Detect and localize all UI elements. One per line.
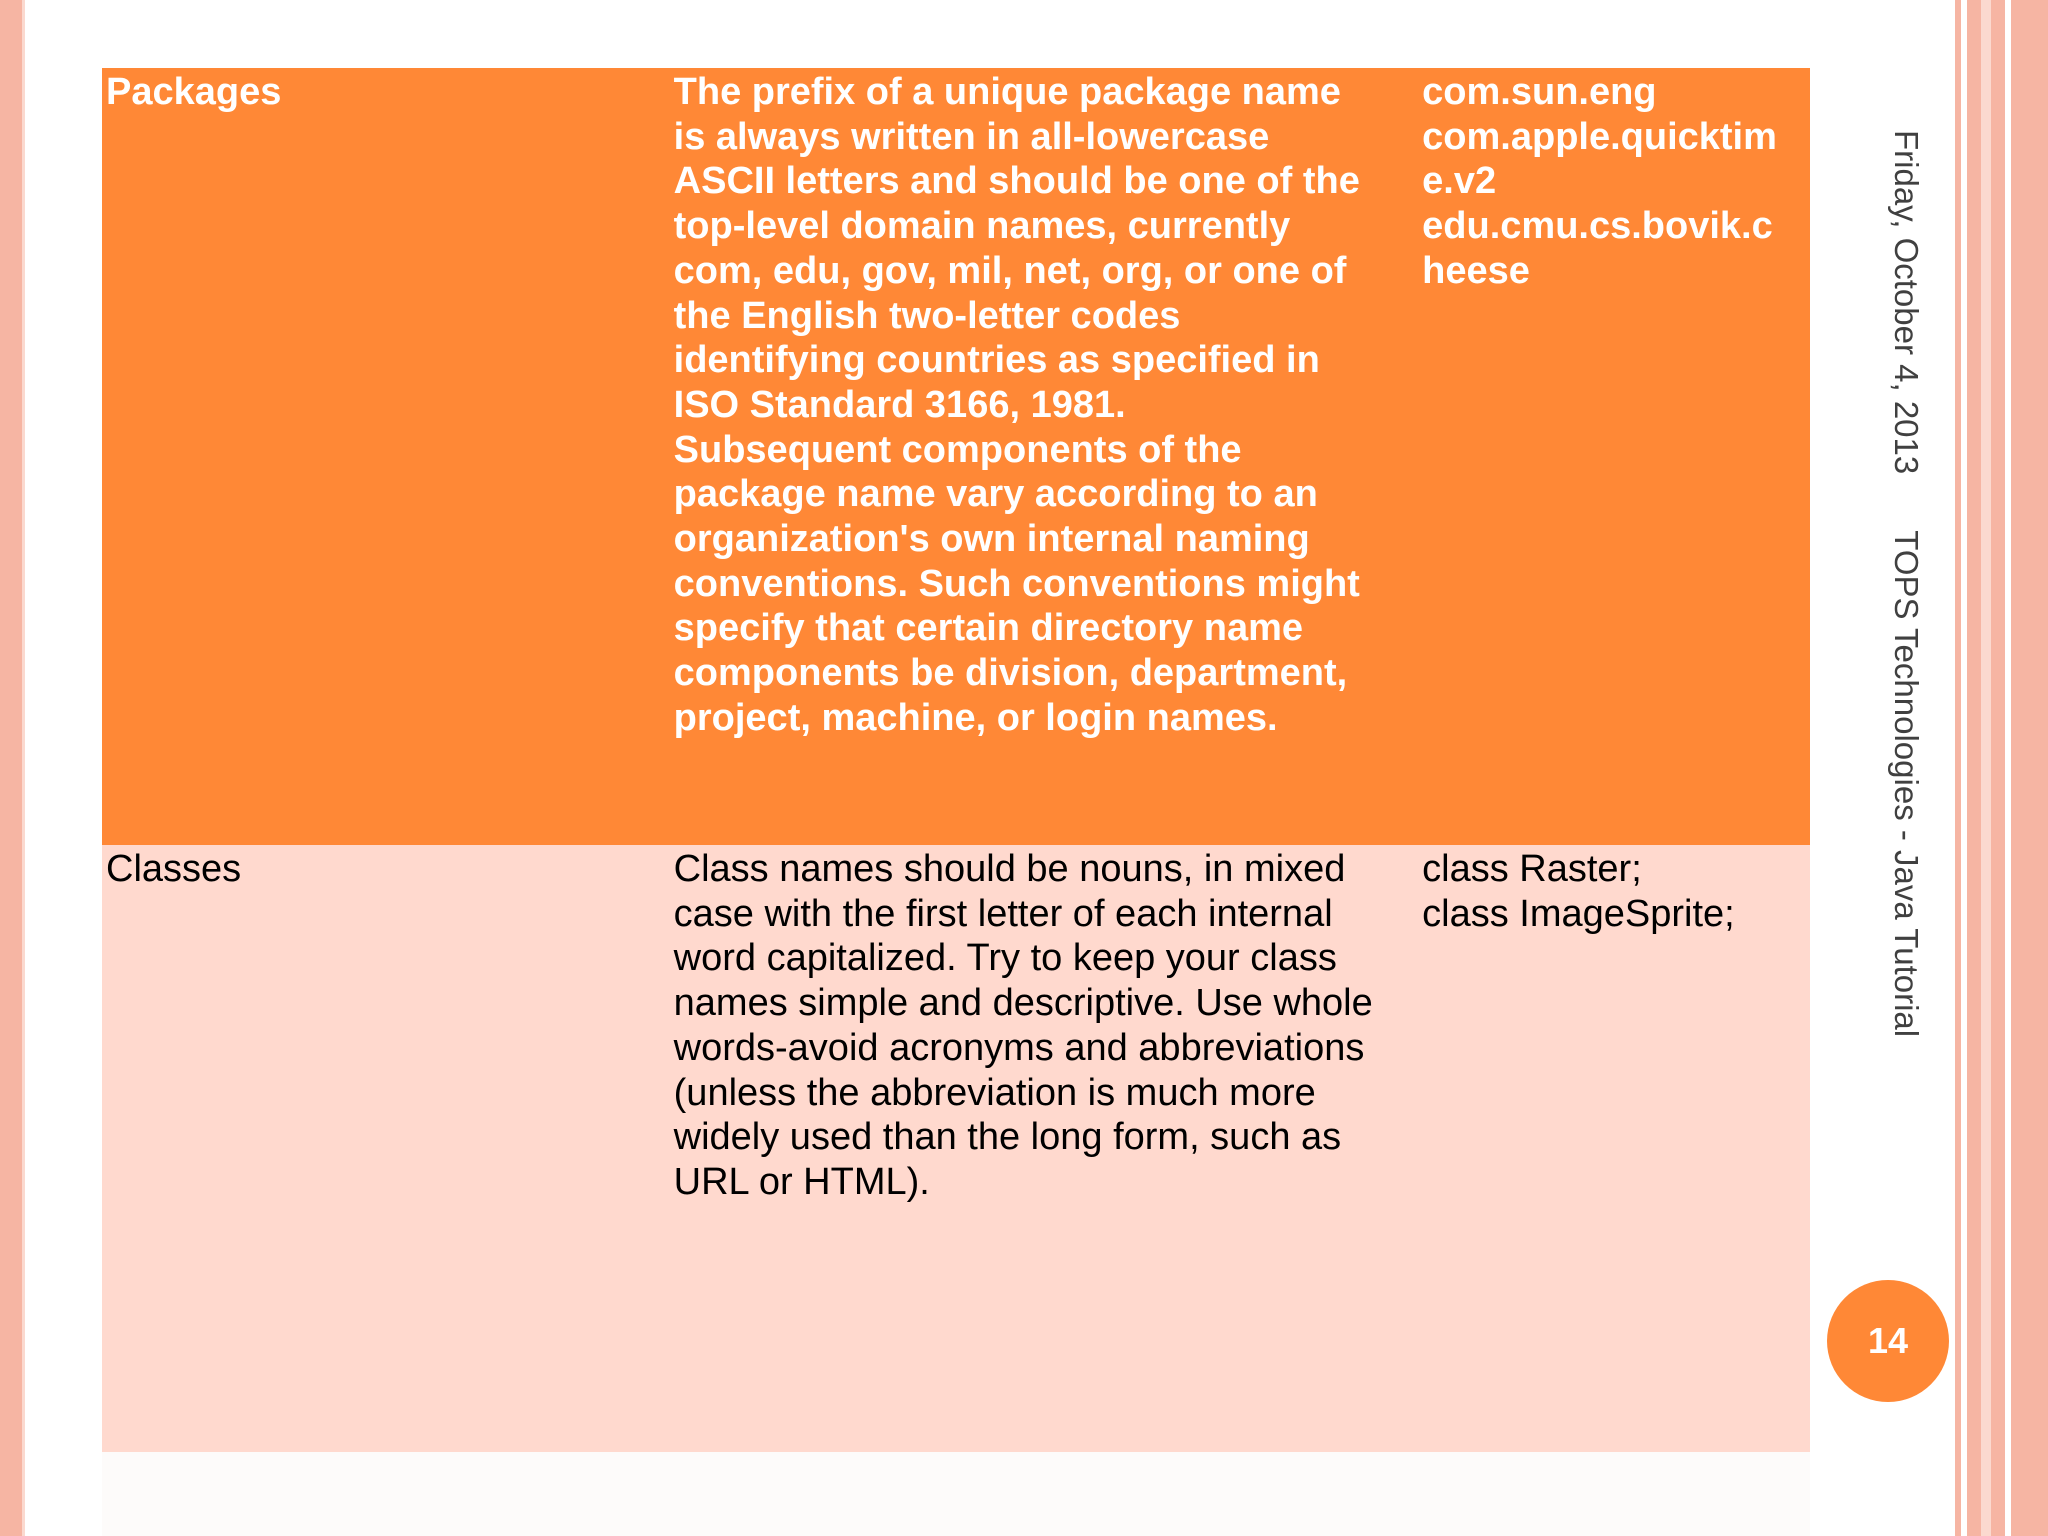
- rule-line: components be division, department,: [673, 652, 1348, 695]
- frame-stripe-left: [0, 0, 22, 1536]
- rule-line: ASCII letters and should be one of the: [673, 160, 1360, 203]
- example-line: com.sun.eng: [1422, 71, 1657, 113]
- rule-cell: [670, 68, 1419, 845]
- naming-conventions-table: [102, 68, 1810, 1452]
- rule-line: Subsequent components of the: [673, 428, 1242, 471]
- rule-line: the English two-letter codes: [673, 294, 1181, 337]
- rule-line: specify that certain directory name: [673, 607, 1303, 650]
- rule-line: word capitalized. Try to keep your class: [673, 937, 1337, 980]
- page-number-badge: [1827, 1280, 1949, 1402]
- frame-stripe-left-inner: [22, 0, 25, 1536]
- example-cell: [1418, 845, 1810, 1452]
- rule-line: conventions. Such conventions might: [673, 562, 1360, 605]
- rule-line: URL or HTML).: [673, 1160, 930, 1203]
- frame-stripe-right: [1967, 0, 1981, 1536]
- page-number: 14: [1867, 1320, 1909, 1361]
- rule-line: names simple and descriptive. Use whole: [673, 982, 1373, 1025]
- rule-line: case with the first letter of each internal: [673, 892, 1333, 935]
- rule-line: project, machine, or login names.: [673, 696, 1278, 739]
- rule-line: widely used than the long form, such as: [673, 1116, 1342, 1159]
- example-line: e.v2: [1422, 160, 1497, 203]
- table-row-classes: [102, 845, 1810, 1452]
- rule-cell: [670, 845, 1419, 1452]
- rule-line: Class names should be nouns, in mixed: [673, 848, 1346, 890]
- frame-stripe-right: [1991, 0, 2005, 1536]
- table-row-packages: [102, 68, 1810, 845]
- slide-date: Friday, October 4, 2013: [1888, 130, 1925, 475]
- rule-line: com, edu, gov, mil, net, org, or one of: [673, 249, 1347, 292]
- rule-line: ISO Standard 3166, 1981.: [673, 383, 1126, 426]
- frame-stripe-right-light: [1981, 0, 1991, 1536]
- rule-line: identifying countries as specified in: [673, 339, 1320, 382]
- rule-line: is always written in all-lowercase: [673, 115, 1270, 158]
- example-line: class ImageSprite;: [1422, 892, 1735, 935]
- example-line: class Raster;: [1422, 848, 1642, 890]
- identifier-type-cell: [102, 68, 670, 845]
- rule-line: top-level domain names, currently: [673, 205, 1291, 248]
- example-line: edu.cmu.cs.bovik.c: [1422, 205, 1773, 248]
- slide-footer: TOPS Technologies - Java Tutorial: [1888, 530, 1925, 1038]
- rule-line: The prefix of a unique package name: [673, 71, 1341, 113]
- identifier-type: Classes: [106, 848, 242, 890]
- rule-line: words-avoid acronyms and abbreviations: [673, 1026, 1365, 1069]
- rule-line: (unless the abbreviation is much more: [673, 1071, 1316, 1114]
- slide-sidebar-caption: [1887, 130, 1925, 1037]
- frame-stripe-right-outer: [2011, 0, 2048, 1536]
- rule-line: organization's own internal naming: [673, 518, 1310, 561]
- rule-line: package name vary according to an: [673, 473, 1318, 516]
- example-line: com.apple.quicktim: [1422, 115, 1777, 158]
- identifier-type: Packages: [106, 71, 282, 113]
- example-line: heese: [1422, 249, 1530, 292]
- example-cell: [1418, 68, 1810, 845]
- identifier-type-cell: [102, 845, 670, 1452]
